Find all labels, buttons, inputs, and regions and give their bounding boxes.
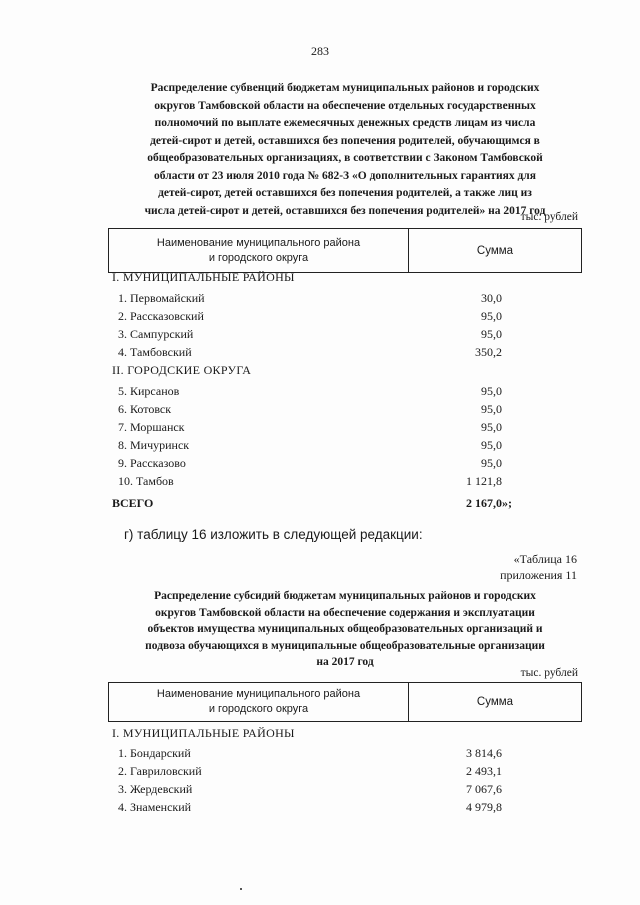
table1-title-line: округов Тамбовской области на обеспечение отдельных государственных [154, 99, 536, 112]
table1-header [108, 228, 582, 273]
table2-title-line: подвоза обучающихся в муниципальные общеобразовательные организации [145, 639, 545, 652]
row-value: 95,0 [481, 309, 502, 323]
table2-title-line: Распределение субсидий бюджетам муниципальных районов и городских [154, 590, 536, 602]
row-name: 5. Кирсанов [118, 384, 180, 398]
row-value: 3 814,6 [466, 746, 502, 760]
table1-title-line: детей-сирот и детей, оставшихся без попечения родителей, обучающимся в [150, 134, 540, 147]
table-row [112, 401, 502, 417]
row-value: 95,0 [481, 384, 502, 398]
row-name: 2. Гавриловский [118, 764, 202, 778]
amendment-instruction: г) таблицу 16 изложить в следующей редакции: [124, 527, 423, 542]
row-name: 3. Жердевский [118, 782, 193, 796]
row-name: 4. Тамбовский [118, 345, 192, 359]
table-row [112, 763, 502, 779]
table1-section-districts: I. МУНИЦИПАЛЬНЫЕ РАЙОНЫ [112, 270, 295, 284]
row-value: 95,0 [481, 420, 502, 434]
row-value: 30,0 [481, 291, 502, 305]
table-row [112, 473, 502, 489]
table2-title [110, 588, 580, 671]
header-name-line: Наименование муниципального района [156, 688, 361, 700]
table-row [112, 383, 502, 399]
page-number: 283 [311, 44, 329, 58]
table1-title-line: полномочий по выплате ежемесячных денежных средств лицам из числа [154, 117, 536, 129]
table2-title-line: на 2017 год [316, 656, 374, 668]
table-row [112, 290, 502, 306]
header-name-line: и городского округа [208, 251, 309, 264]
row-value: 7 067,6 [466, 782, 502, 796]
table1-units: тыс. рублей [520, 211, 578, 223]
row-name: 4. Знаменский [118, 800, 192, 814]
scan-speck [240, 888, 242, 890]
row-name: 1. Первомайский [118, 291, 205, 305]
row-value: 4 979,8 [466, 800, 502, 814]
row-value: 95,0 [481, 327, 502, 341]
row-value: 95,0 [481, 456, 502, 470]
table1-header-name [109, 229, 409, 272]
table1-title-line: детей-сирот, детей оставшихся без попечения родителей, а также лиц из [158, 187, 532, 199]
row-name: 7. Моршанск [118, 420, 185, 434]
table-row [112, 781, 502, 797]
table2-title-line: округов Тамбовской области на обеспечение содержания и эксплуатации [155, 606, 535, 619]
row-value: 95,0 [481, 438, 502, 452]
header-name-line: Наименование муниципального района [156, 236, 361, 249]
table2-header [108, 682, 582, 722]
table-row [112, 344, 502, 360]
row-name: 6. Котовск [118, 402, 172, 416]
row-value: 2 493,1 [466, 764, 502, 778]
table2-caption [420, 551, 577, 583]
caption-line: приложения 11 [500, 568, 577, 582]
row-name: 9. Рассказово [118, 456, 186, 470]
table1-title [110, 80, 580, 220]
table2-header-name [109, 683, 409, 721]
table-row [112, 326, 502, 342]
row-name: 2. Рассказовский [118, 309, 204, 323]
table-row [112, 419, 502, 435]
table1-total-row [112, 495, 512, 511]
table-row [112, 308, 502, 324]
table2-title-line: объектов имущества муниципальных общеобразовательных организаций и [147, 623, 543, 635]
table-row [112, 455, 502, 471]
caption-line: «Таблица 16 [513, 552, 577, 566]
header-name-line: и городского округа [208, 703, 309, 715]
table2-section-districts: I. МУНИЦИПАЛЬНЫЕ РАЙОНЫ [112, 726, 295, 740]
table1-title-line: числа детей-сирот и детей, оставшихся без попечения родителей» на 2017 год [144, 204, 546, 217]
row-value: 1 121,8 [466, 474, 502, 488]
table2-units: тыс. рублей [520, 667, 578, 679]
total-label: ВСЕГО [112, 496, 154, 510]
row-name: 10. Тамбов [118, 474, 174, 488]
table1-header-sum: Сумма [476, 244, 514, 257]
table-row [112, 799, 502, 815]
row-name: 8. Мичуринск [118, 438, 190, 452]
row-value: 350,2 [475, 345, 502, 359]
table-row [112, 437, 502, 453]
table1-title-line: общеобразовательных организациях, в соответствии с Законом Тамбовской [147, 152, 543, 164]
row-name: 3. Сампурский [118, 327, 194, 341]
row-name: 1. Бондарский [118, 746, 191, 760]
total-value: 2 167,0»; [466, 496, 512, 510]
table1-title-line: области от 23 июля 2010 года № 682-З «О дополнительных гарантиях для [154, 169, 536, 182]
table1-section-cities: II. ГОРОДСКИЕ ОКРУГА [112, 363, 252, 377]
table2-header-sum: Сумма [476, 696, 514, 708]
table-row [112, 745, 502, 761]
table1-title-line: Распределение субвенций бюджетам муниципальных районов и городских [150, 82, 540, 94]
row-value: 95,0 [481, 402, 502, 416]
